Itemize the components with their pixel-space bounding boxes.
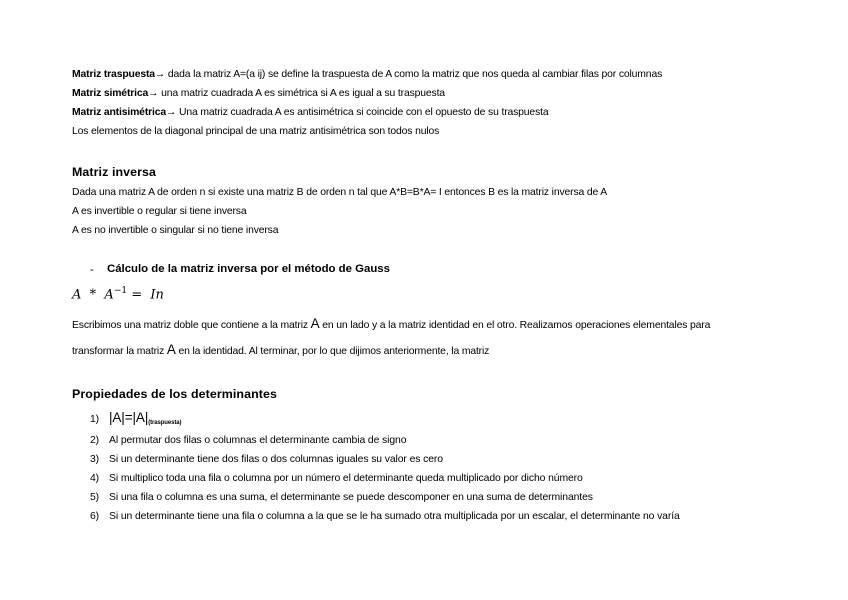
gauss-method-title: Cálculo de la matriz inversa por el método de Gauss (107, 263, 390, 275)
formula-eq: = (131, 287, 143, 303)
item-text: Al permutar dos filas o columnas el determinante cambia de signo (109, 435, 407, 446)
item-text: Si un determinante tiene dos filas o dos columnas iguales su valor es cero (109, 454, 443, 465)
list-item (90, 473, 583, 484)
term: Matriz simétrica (72, 88, 149, 99)
term: Matriz antisimétrica (72, 107, 167, 118)
heading-inverse: Matriz inversa (72, 165, 157, 179)
formula-op: * (89, 287, 97, 303)
arrow: → (154, 69, 166, 80)
list-item (90, 410, 181, 426)
definition-text: una matriz cuadrada A es simétrica si A es igual a su traspuesta (158, 88, 445, 99)
item-number: 2) (90, 435, 100, 446)
arrow: → (148, 88, 159, 99)
item-number: 4) (90, 473, 100, 484)
formula-exponent: −1 (113, 286, 128, 296)
gauss-paragraph-line-2 (72, 342, 489, 357)
item-number: 3) (90, 454, 100, 465)
formula-a: A (72, 287, 82, 303)
list-item (90, 511, 680, 522)
term: Matriz traspuesta (72, 69, 155, 80)
definition-antisymmetric (72, 107, 548, 118)
item-text: Si un determinante tiene una fila o columna a la que se le ha sumado otra multiplicada por un escalar, el determinante no varía (109, 511, 680, 522)
text: en un lado y a la matriz identidad en el otro. Realizamos operaciones elementales para (319, 320, 711, 331)
inverse-formula (72, 286, 164, 302)
definition-transpose (72, 69, 662, 80)
item-number: 1) (90, 414, 100, 425)
formula-rhs: In (150, 287, 164, 303)
determinant-expression: |A|=|A| (109, 410, 149, 425)
text: Escribimos una matriz doble que contiene a la matriz (72, 320, 311, 331)
matrix-a: A (310, 316, 320, 331)
list-item (90, 492, 593, 503)
text: transformar la matriz (72, 346, 167, 357)
diagonal-note: Los elementos de la diagonal principal de una matriz antisimétrica son todos nulos (72, 126, 440, 137)
item-text: Si una fila o columna es una suma, el determinante se puede descomponer en una suma de determinantes (109, 492, 593, 503)
item-text: Si multiplico toda una fila o columna por un número el determinante queda multiplicado por dicho número (109, 473, 583, 484)
matrix-a: A (166, 342, 176, 357)
item-number: 5) (90, 492, 100, 503)
definition-text: dada la matriz A=(a ij) se define la traspuesta de A como la matriz que nos queda al cambiar filas por columnas (165, 69, 663, 80)
gauss-paragraph-line-1 (72, 316, 710, 331)
definition-text: Una matriz cuadrada A es antisimétrica si coincide con el opuesto de su traspuesta (176, 107, 549, 118)
inverse-definition: Dada una matriz A de orden n si existe una matriz B de orden n tal que A*B=B*A= I entonces B es la matriz inversa de A (72, 187, 608, 198)
list-item (90, 454, 443, 465)
formula-b: A (104, 287, 114, 303)
list-item (90, 435, 406, 446)
bullet-dash: - (90, 264, 94, 276)
arrow: → (166, 107, 177, 118)
item-number: 6) (90, 511, 100, 522)
text: en la identidad. Al terminar, por lo que dijimos anteriormente, la matriz (175, 346, 490, 357)
transpose-subscript: (traspuesta) (148, 420, 182, 426)
not-invertible-note: A es no invertible o singular si no tiene inversa (72, 225, 279, 236)
definition-symmetric (72, 88, 445, 99)
invertible-note: A es invertible o regular si tiene inversa (72, 206, 247, 217)
heading-determinants: Propiedades de los determinantes (72, 387, 277, 401)
